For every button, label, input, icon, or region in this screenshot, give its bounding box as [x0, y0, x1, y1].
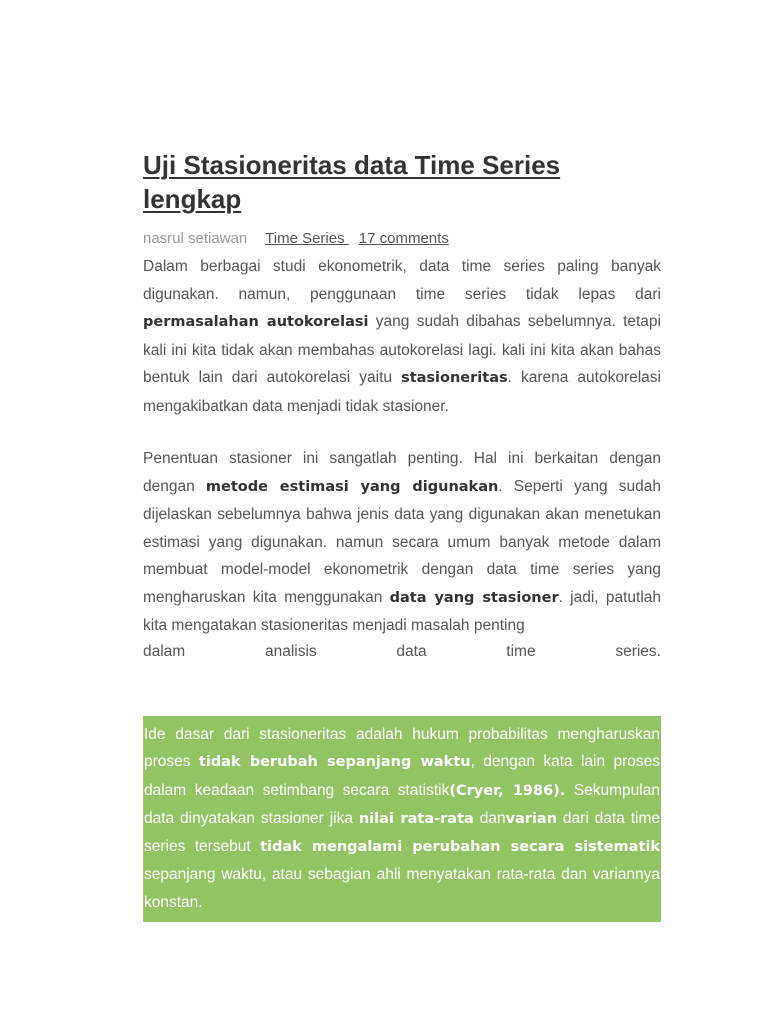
bold-term: varian [505, 810, 558, 827]
bold-term: nilai rata-rata [358, 810, 474, 827]
word: dalam [143, 643, 186, 660]
word: data [396, 643, 427, 660]
text-run: Penentuan stasioner ini sangatlah penting. Hal ini berkaitan dengan dengan [143, 450, 661, 495]
text-run: , dengan kata lain proses dalam keadaan setimbang secara statistik [144, 753, 660, 799]
post-title[interactable]: Uji Stasioneritas data Time Series lengkap [143, 150, 561, 214]
paragraph-importance-last-line [143, 638, 661, 666]
highlight-box [143, 716, 661, 922]
text-run: yang sudah dibahas sebelumnya. tetapi kali ini kita tidak akan membahas autokorelasi lagi. kali ini kita akan bahas bentuk lain dari autokorelasi yaitu [143, 313, 661, 386]
bold-term: tidak mengalami perubahan secara sistematik [260, 839, 660, 856]
text-run: . karena autokorelasi mengakibatkan data menjadi tidak stasioner. [143, 369, 661, 415]
post-author: nasrul setiawan [143, 230, 248, 247]
text-run: Ide dasar dari stasioneritas adalah hukum probabilitas mengharuskan proses [144, 726, 660, 771]
bold-term: permasalahan autokorelasi [143, 314, 369, 330]
text-run: dari data time series tersebut [144, 809, 660, 856]
text-run: dan [473, 809, 506, 827]
highlight-paragraph [143, 716, 661, 916]
citation: (Cryer, 1986). [449, 782, 566, 799]
comments-link[interactable]: 17 comments [358, 230, 449, 247]
paragraph-intro [143, 253, 661, 420]
word: analisis [264, 643, 317, 660]
text-run: . jadi, patutlah kita mengatakan stasioneritas menjadi masalah penting [143, 588, 661, 634]
category-link[interactable]: Time Series [265, 230, 349, 247]
bold-term: data yang stasioner [389, 589, 559, 606]
text-run: sepanjang waktu, atau sebagian ahli menyatakan rata-rata dan variannya konstan. [144, 866, 660, 911]
word: time [506, 643, 536, 660]
text-run: . Seperti yang sudah dijelaskan sebelumnya bahwa jenis data yang digunakan akan menetukan estimasi yang digunakan. namun secara umum banyak metode dalam membuat model-model ekonometrik dengan data time series yang mengharuskan kita menggunakan [143, 477, 661, 606]
word: series. [615, 643, 661, 660]
text-run: Sekumpulan data dinyatakan stasioner jika [144, 781, 660, 827]
bold-term: metode estimasi yang digunakan [205, 478, 499, 495]
post-meta [143, 229, 459, 249]
text-run: Dalam berbagai studi ekonometrik, data time series paling banyak digunakan. namun, penggunaan time series tidak lepas dari [143, 258, 661, 303]
bold-term: tidak berubah sepanjang waktu [198, 754, 471, 771]
paragraph-importance [143, 445, 661, 640]
bold-term: stasioneritas [401, 370, 508, 386]
